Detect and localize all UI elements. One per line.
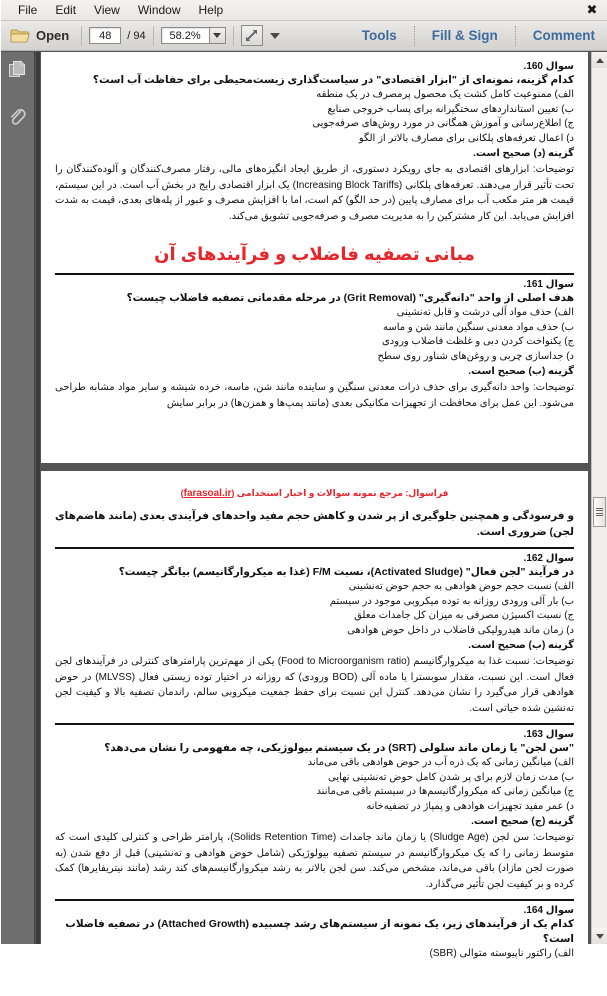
watermark-text: فراسوال: مرجع نمونه سوالات و اخبار استخدامی ( [231, 488, 449, 498]
question-block-160 [55, 60, 574, 224]
fill-and-sign-button[interactable]: Fill & Sign [431, 28, 498, 43]
question-stem: هدف اصلی از واحد "دانه‌گیری" (Grit Removal) در مرحله مقدماتی تصفیه فاضلاب چیست؟ [126, 292, 574, 304]
zoom-level-input[interactable]: 58.2% [161, 27, 209, 44]
menu-file[interactable]: File [18, 2, 38, 17]
folder-open-icon [10, 28, 30, 44]
question-divider [55, 723, 574, 725]
question-option: الف) نسبت حجم حوض هوادهی به حجم حوض ته‌نشینی [348, 581, 574, 592]
page-thumbnails-button[interactable] [0, 52, 34, 86]
question-answer: گزینه (ب) صحیح است. [468, 640, 574, 651]
question-option: الف) حذف مواد آلی درشت و قابل ته‌نشینی [396, 307, 574, 318]
toolbar-right-group [354, 21, 603, 50]
question-number: سوال 160. [523, 61, 574, 72]
fit-page-group [241, 21, 280, 50]
watermark-url[interactable]: farasoal.ir [183, 488, 232, 499]
question-option: د) عمر مفید تجهیزات هوادهی و پمپاژ در تصفیه‌خانه [366, 800, 574, 812]
comment-button[interactable]: Comment [532, 28, 595, 43]
fit-options-chevron-icon[interactable] [270, 33, 280, 39]
fit-page-button[interactable] [241, 25, 263, 46]
question-explanation: توضیحات: نسبت غذا به میکروارگانیسم (Food to Microorganism ratio) یکی از مهم‌ترین پارامترهای کنترلی در فرآیندهای لجن فعال است. این نسبت، مقدار سوبسترا یا ماده آلی (BOD ورودی) که روزانه در اختیار توده زیستی فعال (MLVSS) در حوض هوادهی قرار می‌گیرد را نشان می‌دهد. کنترل این نسبت برای حفظ جمعیت میکروبی سالم، راندمان تصفیه بالا و کیفیت لجن ته‌نشین شده حیاتی است. [55, 656, 575, 714]
question-explanation: توضیحات: سن لجن (Sludge Age) یا زمان ماند جامدات (Solids Retention Time)، پارامتر طراحی و کنترلی کلیدی است که متوسط زمانی را که یک میکروارگانیسم در سیستم تصفیه بیولوژیکی (شامل حوض هوادهی و ته‌نشینی) قبل از دفع شدن (به صورت لجن مازاد) باقی می‌ماند، مشخص می‌کند. سن لجن بالاتر به رشد میکروارگانیسم‌های کند رشد (مانند نیتریفایرها) کمک کرده و بر کیفیت لجن تأثیر می‌گذارد. [55, 832, 574, 890]
question-option: ج) میانگین زمانی که میکروارگانیسم‌ها در سیستم باقی می‌مانند [316, 786, 574, 797]
menu-help[interactable]: Help [198, 2, 224, 17]
question-option: ب) مدت زمان لازم برای پر شدن کامل حوض ته‌نشینی نهایی [328, 771, 574, 783]
pdf-page-48 [41, 471, 588, 996]
resize-arrows-icon [244, 28, 259, 43]
question-answer: گزینه (ب) صحیح است. [468, 366, 574, 377]
toolbar-separator [233, 26, 234, 46]
open-button-label: Open [36, 28, 70, 43]
tools-button[interactable]: Tools [361, 28, 397, 43]
question-option: الف) میانگین زمانی که یک ذره آب در حوض هوادهی باقی می‌ماند [307, 757, 574, 768]
question-number: سوال 162. [523, 553, 574, 564]
menu-bar [1, 0, 607, 21]
toolbar-separator [153, 26, 154, 46]
question-option: ب) تعیین استانداردهای سختگیرانه برای پساب خروجی صنایع [327, 103, 574, 115]
question-block-161 [55, 273, 574, 411]
watermark-tail: ) [180, 488, 184, 498]
question-option: الف) راکتور ناپیوسته متوالی (SBR) [429, 948, 574, 959]
question-block-163 [55, 723, 574, 892]
question-option: ج) اطلاع‌رسانی و آموزش همگانی در مورد روش‌های صرفه‌جویی [312, 118, 574, 129]
question-answer: گزینه (د) صحیح است. [473, 148, 574, 159]
chevron-down-icon [213, 33, 221, 38]
question-option: ب) بار آلی ورودی روزانه به توده میکروبی موجود در سیستم [329, 595, 574, 607]
question-explanation: توضیحات: واحد دانه‌گیری برای حذف ذرات معدنی سنگین و ساینده مانند شن، ماسه، خرده شیشه و سایر مواد مشابه طراحی می‌شود. این عمل برای محافظت از تجهیزات مکانیکی بعدی (مانند پمپ‌ها و همزن‌ها) در برابر سایش [55, 382, 574, 409]
question-option: الف) ممنوعیت کامل کشت یک محصول پرمصرف در یک منطقه [316, 89, 574, 100]
menu-view[interactable]: View [94, 2, 120, 17]
question-divider [55, 899, 574, 901]
page-navigation-group [89, 21, 145, 50]
pdf-page-47 [41, 52, 588, 463]
question-stem: "سن لجن" یا زمان ماند سلولی (SRT) در یک سیستم بیولوژیکی، چه مفهومی را نشان می‌دهد؟ [104, 742, 574, 754]
menu-window[interactable]: Window [137, 2, 181, 17]
question-stem: کدام یک از فرآیندهای زیر، یک نمونه از سیستم‌های رشد چسبیده (Attached Growth) در تصفیه فاضلاب است؟ [65, 918, 574, 945]
document-view[interactable] [36, 52, 607, 959]
grip-icon [596, 506, 603, 518]
toolbar-dotted-separator [515, 26, 516, 46]
page-total-label: / 94 [127, 29, 146, 42]
question-option: د) زمان ماند هیدرولیکی فاضلاب در داخل حوض هوادهی [347, 624, 574, 636]
question-option: د) اعمال تعرفه‌های پلکانی برای مصارف بالاتر از الگو [358, 132, 574, 144]
question-divider [55, 547, 574, 549]
question-stem: در فرآیند "لجن فعال" (Activated Sludge)، نسبت F/M (غذا به میکروارگانیسم) بیانگر چیست؟ [118, 566, 574, 578]
scroll-up-button[interactable] [592, 52, 607, 68]
page-thumbnails-icon [7, 59, 27, 79]
menu-edit[interactable]: Edit [55, 2, 77, 17]
question-number: سوال 164. [523, 905, 574, 916]
triangle-up-icon [596, 58, 604, 63]
question-stem: کدام گزینه، نمونه‌ای از "ابزار اقتصادی" در سیاست‌گذاری زیست‌محیطی برای حفاظت آب است؟ [92, 74, 574, 86]
site-watermark [55, 487, 574, 500]
question-number: سوال 163. [523, 729, 574, 740]
triangle-down-icon [596, 934, 604, 939]
question-number: سوال 161. [523, 279, 574, 290]
main-toolbar [1, 21, 607, 51]
adobe-reader-window [1, 0, 607, 959]
question-option: ج) یکنواخت کردن دبی و غلظت فاضلاب ورودی [381, 336, 574, 347]
section-title: مبانی تصفیه فاضلاب و فرآیندهای آن [154, 244, 475, 264]
scrollbar-thumb[interactable] [593, 497, 606, 527]
zoom-dropdown-button[interactable] [209, 27, 226, 44]
open-button[interactable] [5, 26, 74, 46]
scroll-down-button[interactable] [592, 928, 607, 944]
attachments-button[interactable] [0, 100, 34, 134]
paperclip-icon [7, 106, 27, 128]
page-left-shadow [36, 52, 40, 944]
toolbar-separator [81, 26, 82, 46]
question-block-162 [55, 547, 574, 716]
question-option: ج) نسبت اکسیژن مصرفی به میزان کل جامدات معلق [354, 610, 574, 621]
question-block-164 [55, 899, 574, 962]
question-option: ب) حذف مواد معدنی سنگین مانند شن و ماسه [382, 321, 574, 333]
continued-paragraph: و فرسودگی و همچنین جلوگیری از پر شدن و کاهش حجم مفید واحدهای فرآیندی بعدی (مانند هاضم‌های لجن) ضروری است. [55, 510, 574, 538]
question-divider [55, 273, 574, 275]
page-number-input[interactable]: 48 [89, 27, 121, 44]
question-answer: گزینه (ج) صحیح است. [471, 816, 574, 827]
question-explanation: توضیحات: ابزارهای اقتصادی به جای رویکرد دستوری، از طریق ایجاد انگیزه‌های مالی، رفتار مصرف‌کنندگان و آلوده‌کنندگان را تحت تأثیر قرار می‌دهند. تعرفه‌های پلکانی (Increasing Block Tariffs) یک ابزار اقتصادی رایج در بخش آب است. در این سیستم، قیمت هر متر مکعب آب برای مصارف پایین (در حد الگو) کم است، اما با افزایش مصرف و عبور از پله‌های بعدی، قیمت به شدت افزایش می‌یابد. این کار مشترکین را به مدیریت مصرف و صرفه‌جویی تشویق می‌کند. [55, 164, 574, 222]
question-option: د) جداسازی چربی و روغن‌های شناور روی سطح [377, 350, 574, 362]
close-icon[interactable]: ✖ [586, 3, 598, 18]
toolbar-dotted-separator [414, 26, 415, 46]
navigation-pane [1, 52, 35, 944]
vertical-scrollbar[interactable] [591, 52, 607, 944]
zoom-group [161, 21, 226, 50]
